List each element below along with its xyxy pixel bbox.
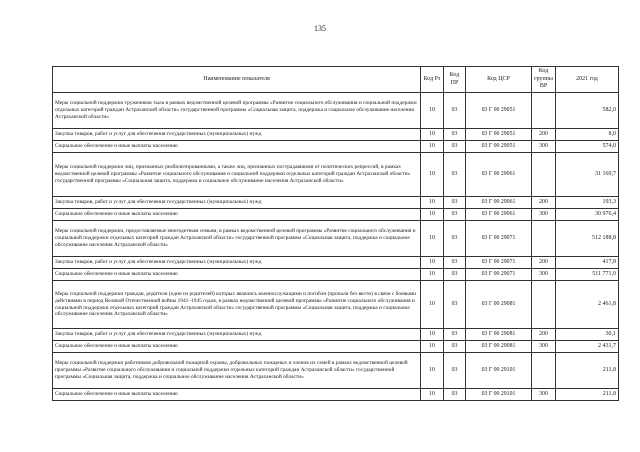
table-row <box>53 93 619 129</box>
row-csr: 03 Г 00 29051 <box>466 93 532 129</box>
row-amount: 417,8 <box>556 257 619 269</box>
row-amount: 574,0 <box>556 141 619 153</box>
header-csr: Код ЦСР <box>466 67 532 93</box>
row-rz: 10 <box>421 329 444 341</box>
row-rz: 10 <box>421 141 444 153</box>
row-pr: 03 <box>444 93 466 129</box>
row-pr: 03 <box>444 329 466 341</box>
row-pr: 03 <box>444 257 466 269</box>
budget-table <box>52 66 619 401</box>
row-name: Закупка товаров, работ и услуг для обеспечения государственных (муниципальных) нужд <box>53 129 421 141</box>
row-csr: 03 Г 00 29051 <box>466 129 532 141</box>
row-vr <box>532 281 556 329</box>
table-row <box>53 221 619 257</box>
row-rz: 10 <box>421 153 444 197</box>
row-rz: 10 <box>421 93 444 129</box>
table-row <box>53 341 619 353</box>
row-name: Социальное обеспечение и иные выплаты населению <box>53 209 421 221</box>
row-name: Социальное обеспечение и иные выплаты населению <box>53 141 421 153</box>
row-csr: 03 Г 00 29061 <box>466 153 532 197</box>
row-amount: 582,0 <box>556 93 619 129</box>
row-csr: 03 Г 00 29061 <box>466 209 532 221</box>
page-number: 135 <box>314 24 326 33</box>
header-name: Наименование показателя <box>53 67 421 93</box>
row-rz: 10 <box>421 197 444 209</box>
row-rz: 10 <box>421 389 444 401</box>
row-csr: 03 Г 00 29071 <box>466 269 532 281</box>
row-csr: 03 Г 00 29061 <box>466 197 532 209</box>
row-vr: 300 <box>532 209 556 221</box>
row-pr: 03 <box>444 389 466 401</box>
row-csr: 03 Г 00 29101 <box>466 353 532 389</box>
row-amount: 30,1 <box>556 329 619 341</box>
row-vr: 200 <box>532 257 556 269</box>
table-row <box>53 389 619 401</box>
row-name: Закупка товаров, работ и услуг для обеспечения государственных (муниципальных) нужд <box>53 197 421 209</box>
header-vr: Код группы ВР <box>532 67 556 93</box>
row-vr: 300 <box>532 389 556 401</box>
row-csr: 03 Г 00 29101 <box>466 389 532 401</box>
table-row <box>53 329 619 341</box>
row-amount: 193,3 <box>556 197 619 209</box>
table-row <box>53 153 619 197</box>
table-row <box>53 197 619 209</box>
row-csr: 03 Г 00 29081 <box>466 329 532 341</box>
row-amount: 31 169,7 <box>556 153 619 197</box>
table-row <box>53 129 619 141</box>
row-vr <box>532 153 556 197</box>
header-rz: Код Рз <box>421 67 444 93</box>
table-row <box>53 141 619 153</box>
row-rz: 10 <box>421 269 444 281</box>
row-pr: 03 <box>444 281 466 329</box>
row-amount: 2 431,7 <box>556 341 619 353</box>
row-name: Меры социальной поддержки, предоставляемые многодетным семьям, в рамках ведомственной целевой программы «Развитие социального обслуживания и социальной поддержки отдельных категорий граждан Астраханской области» государственной программы «Социальная защита, поддержка и социальное обслуживание населения Астраханской области» <box>53 221 421 257</box>
row-rz: 10 <box>421 221 444 257</box>
row-pr: 03 <box>444 221 466 257</box>
row-name: Меры социальной поддержки лиц, признанных реабилитированными, а также лиц, признанных пострадавшими от политических репрессий, в рамках ведомственной целевой программы «Развитие социального обслуживания и социальной поддержки отдельных категорий граждан Астраханской области» государственной программы «Социальная защита, поддержка и социальное обслуживание населения Астраханской области» <box>53 153 421 197</box>
row-pr: 03 <box>444 269 466 281</box>
row-name: Закупка товаров, работ и услуг для обеспечения государственных (муниципальных) нужд <box>53 329 421 341</box>
table-row <box>53 269 619 281</box>
row-csr: 03 Г 00 29081 <box>466 341 532 353</box>
table-row <box>53 281 619 329</box>
row-name: Меры социальной поддержки тружеников тыла в рамках ведомственной целевой программы «Развитие социального обслуживания и социальной поддержки отдельных категорий граждан Астраханской области» государственной программы «Социальная защита, поддержка и социальное обслуживание населения Астраханской области» <box>53 93 421 129</box>
row-vr: 200 <box>532 329 556 341</box>
row-vr: 300 <box>532 269 556 281</box>
row-csr: 03 Г 00 29051 <box>466 141 532 153</box>
row-name: Меры социальной поддержки граждан, родители (один из родителей) которых являлись военнослужащими и погибли (пропали без вести) в связи с боевыми действиями в период Великой Отечественной войны 1941–1945 годов, в рамках ведомственной целевой программы «Развитие социального обслуживания и социальной поддержки отдельных категорий граждан Астраханской области» государственной программы «Социальная защита, поддержка и социальное обслуживание населения Астраханской области» <box>53 281 421 329</box>
row-name: Меры социальной поддержки работников добровольной пожарной охраны, добровольных пожарных и членов их семей в рамках ведомственной целевой программы «Развитие социального обслуживания и социальной поддержки отдельных категорий граждан Астраханской области» государственной программы «Социальная защита, поддержка и социальное обслуживание населения Астраханской области» <box>53 353 421 389</box>
row-pr: 03 <box>444 197 466 209</box>
row-rz: 10 <box>421 257 444 269</box>
row-rz: 10 <box>421 209 444 221</box>
row-vr <box>532 93 556 129</box>
row-vr <box>532 221 556 257</box>
table-row <box>53 257 619 269</box>
row-pr: 03 <box>444 353 466 389</box>
row-pr: 03 <box>444 153 466 197</box>
row-amount: 2 461,8 <box>556 281 619 329</box>
row-vr <box>532 353 556 389</box>
row-pr: 03 <box>444 129 466 141</box>
row-amount: 8,0 <box>556 129 619 141</box>
row-rz: 10 <box>421 341 444 353</box>
table-row <box>53 209 619 221</box>
row-vr: 300 <box>532 341 556 353</box>
row-name: Социальное обеспечение и иные выплаты населению <box>53 269 421 281</box>
header-amount: 2021 год <box>556 67 619 93</box>
row-rz: 10 <box>421 353 444 389</box>
row-rz: 10 <box>421 129 444 141</box>
row-name: Закупка товаров, работ и услуг для обеспечения государственных (муниципальных) нужд <box>53 257 421 269</box>
row-amount: 512 188,8 <box>556 221 619 257</box>
row-amount: 511 771,0 <box>556 269 619 281</box>
row-csr: 03 Г 00 29071 <box>466 221 532 257</box>
row-vr: 200 <box>532 129 556 141</box>
row-pr: 03 <box>444 341 466 353</box>
row-amount: 211,8 <box>556 353 619 389</box>
table-row <box>53 353 619 389</box>
header-pr: Код ПР <box>444 67 466 93</box>
row-csr: 03 Г 00 29071 <box>466 257 532 269</box>
row-amount: 211,8 <box>556 389 619 401</box>
row-amount: 30 976,4 <box>556 209 619 221</box>
row-rz: 10 <box>421 281 444 329</box>
table-header-row <box>53 67 619 93</box>
row-pr: 03 <box>444 141 466 153</box>
row-name: Социальное обеспечение и иные выплаты населению <box>53 341 421 353</box>
row-pr: 03 <box>444 209 466 221</box>
row-name: Социальное обеспечение и иные выплаты населению <box>53 389 421 401</box>
row-vr: 200 <box>532 197 556 209</box>
row-csr: 03 Г 00 29081 <box>466 281 532 329</box>
row-vr: 300 <box>532 141 556 153</box>
